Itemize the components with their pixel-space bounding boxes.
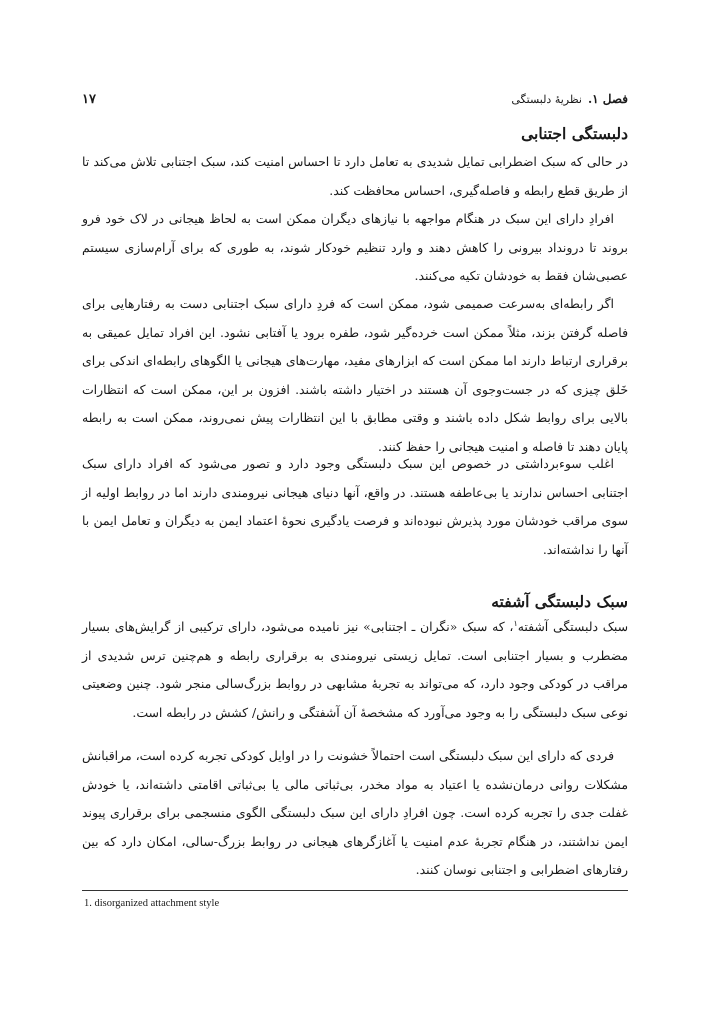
section-heading-avoidant: دلبستگی اجتنابی: [521, 124, 628, 143]
chapter-heading: [511, 92, 628, 106]
section-heading-disorganized: سبک دلبستگی آشفته: [491, 592, 628, 611]
paragraph-avoidant-1: در حالی که سبک اضطرابی تمایل شدیدی به تعامل دارد تا احساس امنیت کند، سبک اجتنابی تلاش می‌کند تا از طریق قطع رابطه و فاصله‌گیری، احساس محافظت کند.: [82, 154, 628, 198]
paragraph-avoidant-4: اغلب سوء‌برداشتی در خصوص این سبک دلبستگی وجود دارد و تصور می‌شود که افراد دارای سبک اجتنابی احساس ندارند یا بی‌عاطفه هستند. در واقع، آنها دنیای هیجانی نیرومندی دارند اما در روابط اولیه از سوی مراقب خودشان مورد پذیرش نبوده‌اند و فرصت یادگیری نحوهٔ اعتماد ایمن به دیگران و تعامل ایمن با آنها را نداشته‌اند.: [82, 456, 628, 557]
chapter-title: نظریهٔ دلبستگی: [511, 93, 582, 106]
book-page: [82, 0, 628, 1024]
paragraph-disorganized-1-text: سبک دلبستگی آشفته$^۱$، که سبک «نگران ـ اجتنابی» نیز نامیده می‌شود، دارای ترکیبی از گرایش‌های بسیار مضطرب و بسیار اجتنابی است. تمایل زیستی نیرومندی به برقراری رابطه و هم‌چنین ترس شدیدی از مراقب در کودکی وجود دارد، که می‌تواند به تجربهٔ مشابهی در روابط بزرگ‌سالی منجر شود. چنین وضعیتی نوعی سبک دلبستگی را به وجود می‌آورد که مشخصهٔ آن آشفتگی و رانش/ کشش در رابطه است.: [82, 618, 628, 720]
chapter-label: فصل ۱.: [587, 92, 628, 106]
page-number: ۱۷: [82, 92, 96, 107]
paragraph-disorganized-1: [82, 613, 628, 727]
paragraph-avoidant-2: افرادِ دارای این سبک در هنگام مواجهه با نیازهای دیگران ممکن است به لحاظ هیجانی در لاک خود فرو بروند تا درونداد بیرونی را کاهش دهند و وارد تنظیم خودکار شوند، به طوری که برای آرام‌سازی سیستم عصبی‌شان فقط به خودشان تکیه می‌کنند.: [82, 211, 628, 284]
paragraph-avoidant-3: اگر رابطه‌ای به‌سرعت صمیمی شود، ممکن است که فردِ دارای سبک اجتنابی دست به رفتارهایی برای فاصله گرفتن بزند، مثلاً ممکن است خرده‌گیر شود، طفره برود یا آفتابی نشود. این افراد تمایل عمیقی به برقراری ارتباط دارند اما ممکن است که ابزارهای مفید، مهارت‌های هیجانی یا الگوهای رابطه‌ای اندکی برای خَلق چیزی که در جست‌وجوی آن هستند در اختیار داشته باشند. افزون بر این، ممکن است که انتظارات بالایی برای روابط شکل داده باشند و وقتی مطابق با این انتظارات پیش نمی‌روند، ممکن است به رابطه پایان دهند تا فاصله و امنیت هیجانی را حفظ کنند.: [82, 296, 628, 454]
footnote-divider: [82, 890, 628, 891]
footnote: 1. disorganized attachment style: [84, 898, 220, 909]
footnote-reference-marker: ۱: [513, 618, 518, 628]
paragraph-disorganized-2: فردی که دارای این سبک دلبستگی است احتمالاً خشونت را در اوایل کودکی تجربه کرده است، مراقبانش مشکلات روانی درمان‌نشده یا اعتیاد به مواد مخدر، بی‌ثباتی مالی یا بی‌ثباتی اقامتی داشته‌اند، یا خودش غفلت جدی را تجربه کرده است. چون افرادِ دارای این سبک دلبستگی الگوی منسجمی برای برقراری پیوند ایمن نداشتند، در هنگام تجربهٔ عدم امنیت یا آغازگرهای هیجانی در روابط بزرگ-سالی، امکان دارد که بین رفتارهای اضطرابی و اجتنابی نوسان کنند.: [82, 748, 628, 878]
running-header: [82, 92, 628, 114]
